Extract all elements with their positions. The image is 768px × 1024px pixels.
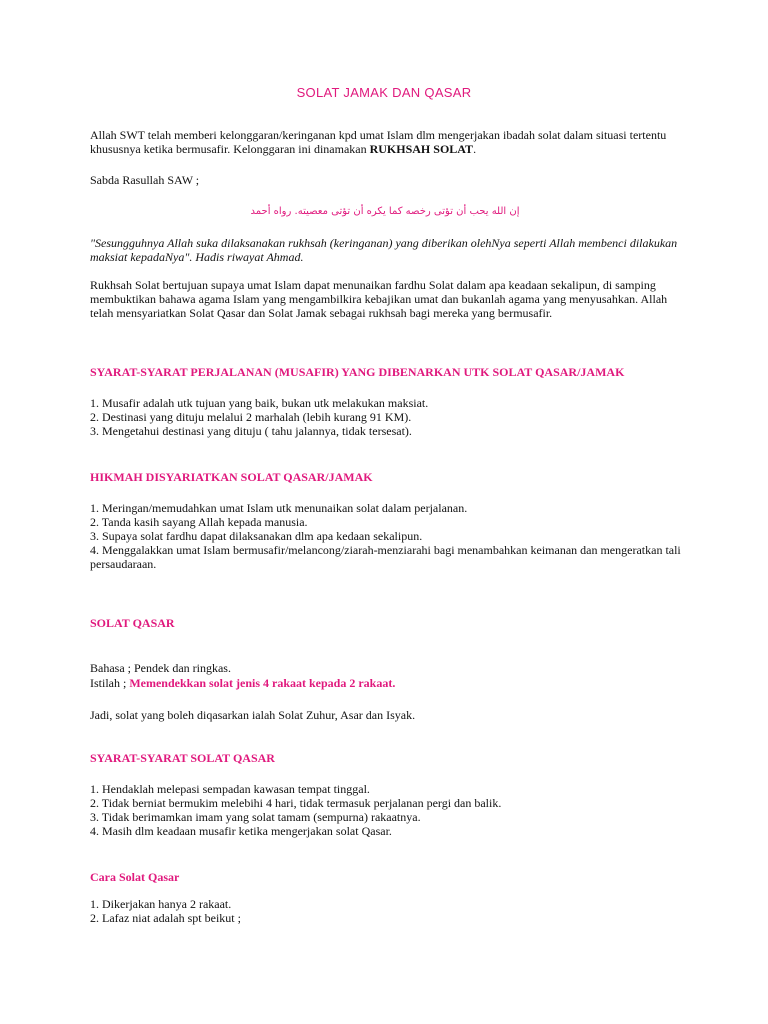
jadi-line: Jadi, solat yang boleh diqasarkan ialah Solat Zuhur, Asar dan Isyak.	[90, 708, 416, 722]
istilah-label: Istilah ;	[90, 676, 130, 690]
rukhsah-term: RUKHSAH SOLAT	[369, 142, 474, 156]
hikmah-heading: HIKMAH DISYARIATKAN SOLAT QASAR/JAMAK	[90, 470, 373, 484]
sabda-line: Sabda Rasullah SAW ;	[90, 173, 200, 187]
list-item: 2. Tanda kasih sayang Allah kepada manusia.	[90, 515, 308, 529]
intro-text: Allah SWT telah memberi kelonggaran/keringanan kpd umat Islam dlm mengerjakan ibadah solat dalam situasi tertentu khususnya ketika bermusafir. Kelonggaran ini dinamakan	[90, 128, 667, 156]
translation-source: Hadis riwayat Ahmad.	[195, 250, 304, 264]
list-item: 3. Tidak berimamkan imam yang solat tamam (sempurna) rakaatnya.	[90, 810, 421, 824]
syarat-perjalanan-heading: SYARAT-SYARAT PERJALANAN (MUSAFIR) YANG DIBENARKAN UTK SOLAT QASAR/JAMAK	[90, 365, 625, 379]
list-item: 1. Meringan/memudahkan umat Islam utk menunaikan solat dalam perjalanan.	[90, 501, 468, 515]
syarat-qasar-heading: SYARAT-SYARAT SOLAT QASAR	[90, 751, 275, 765]
list-item: 2. Destinasi yang dituju melalui 2 marhalah (lebih kurang 91 KM).	[90, 410, 412, 424]
document-title: SOLAT JAMAK DAN QASAR	[296, 85, 472, 100]
list-item: 4. Masih dlm keadaan musafir ketika mengerjakan solat Qasar.	[90, 824, 392, 838]
list-item: 2. Lafaz niat adalah spt beikut ;	[90, 911, 241, 925]
list-item: 1. Dikerjakan hanya 2 rakaat.	[90, 897, 232, 911]
istilah-line	[90, 676, 690, 690]
bahasa-line: Bahasa ; Pendek dan ringkas.	[90, 661, 231, 675]
hadith-translation	[90, 236, 690, 264]
syarat-qasar-list	[90, 782, 690, 838]
intro-paragraph	[90, 128, 690, 156]
list-item: 1. Musafir adalah utk tujuan yang baik, bukan utk melakukan maksiat.	[90, 396, 429, 410]
arabic-hadith: إن الله يحب أن تؤتى رخصه كما يكره أن تؤتى معصيته. رواه أحمد	[250, 206, 520, 217]
istilah-definition: Memendekkan solat jenis 4 rakaat kepada 2 rakaat.	[129, 676, 396, 690]
cara-list	[90, 897, 690, 925]
list-item: 2. Tidak berniat bermukim melebihi 4 hari, tidak termasuk perjalanan pergi dan balik.	[90, 796, 502, 810]
hikmah-list	[90, 501, 690, 571]
translation-text: "Sesungguhnya Allah suka dilaksanakan rukhsah (keringanan) yang diberikan olehNya seperti Allah membenci dilakukan maksiat kepadaNya".	[90, 236, 678, 264]
syarat-perjalanan-list	[90, 396, 690, 438]
list-item: 4. Menggalakkan umat Islam bermusafir/melancong/ziarah-menziarahi bagi menambahkan keimanan dan mengeratkan tali persaudaraan.	[90, 543, 681, 571]
solat-qasar-heading: SOLAT QASAR	[90, 616, 175, 630]
cara-heading: Cara Solat Qasar	[90, 870, 180, 884]
list-item: 3. Supaya solat fardhu dapat dilaksanakan dlm apa kedaan sekalipun.	[90, 529, 423, 543]
rukhsah-paragraph: Rukhsah Solat bertujuan supaya umat Islam dapat menunaikan fardhu Solat dalam apa keadaan sekalipun, di samping membuktikan bahawa agama Islam yang mengambilkira kebajikan umat dan bukanlah agama yang menyusahkan. Allah telah mensyariatkan Solat Qasar dan Solat Jamak sebagai rukhsah bagi mereka yang bermusafir.	[90, 278, 668, 320]
intro-end: .	[473, 142, 477, 156]
list-item: 1. Hendaklah melepasi sempadan kawasan tempat tinggal.	[90, 782, 370, 796]
list-item: 3. Mengetahui destinasi yang dituju ( tahu jalannya, tidak tersesat).	[90, 424, 412, 438]
